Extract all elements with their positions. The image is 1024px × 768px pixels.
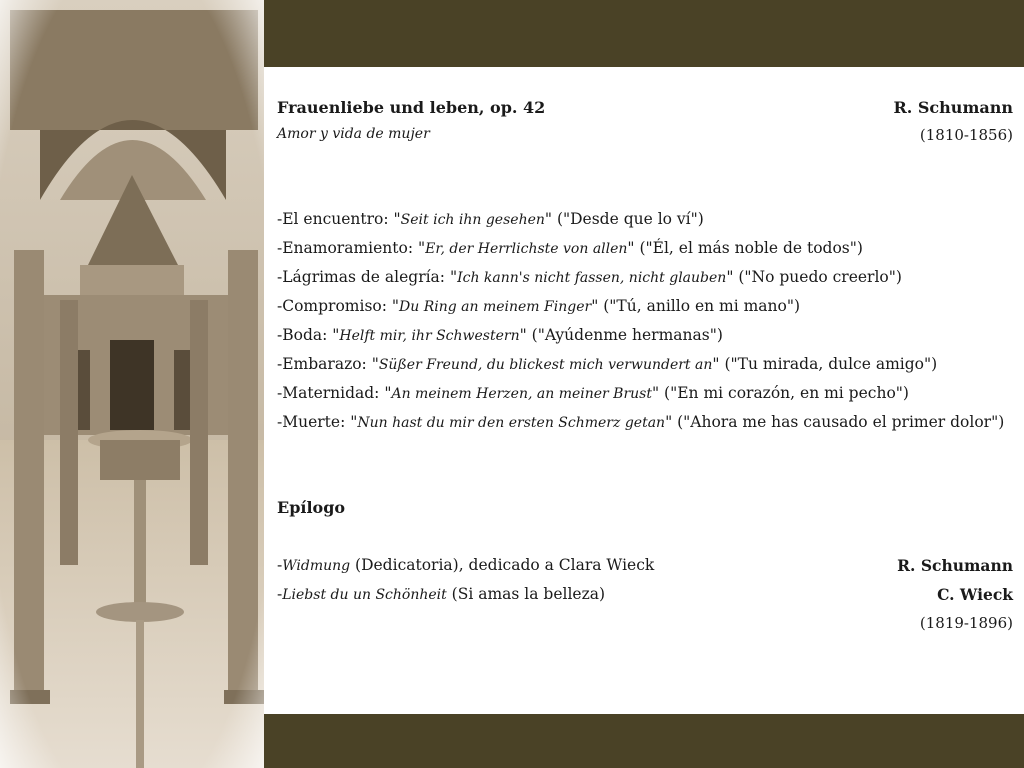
song-german-title: Ich kann's nicht fassen, nicht glauben	[457, 270, 727, 286]
epilogue-dates-row	[277, 614, 1013, 642]
epilogue-item-title: Liebst du un Schönheit	[282, 587, 447, 603]
top-band	[264, 0, 1024, 67]
epilogue-item-composer: R. Schumann	[897, 556, 1013, 575]
song-german-title: Du Ring an meinem Finger	[399, 299, 592, 315]
composer-name: R. Schumann	[893, 98, 1013, 117]
song-german-title: An meinem Herzen, an meiner Brust	[391, 386, 652, 402]
song-text: -Muerte: "Nun hast du mir den ersten Schmerz getan" ("Ahora me has causado el primer dolor")	[277, 413, 1005, 431]
song-text: -Lágrimas de alegría: "Ich kann's nicht fassen, nicht glauben" ("No puedo creerlo")	[277, 268, 902, 286]
song-text: -Compromiso: "Du Ring an meinem Finger" ("Tú, anillo en mi mano")	[277, 297, 801, 315]
work-subtitle-row	[277, 126, 1013, 154]
epilogue-item	[277, 585, 1013, 613]
song-german-title: Er, der Herrlichste von allen	[425, 241, 628, 257]
song-item	[277, 355, 1013, 383]
epilogue-composer-dates: (1819-1896)	[919, 614, 1013, 632]
epilogue-item-text: -Widmung (Dedicatoria), dedicado a Clara Wieck	[277, 556, 655, 574]
song-item	[277, 268, 1013, 296]
song-text: -El encuentro: "Seit ich ihn gesehen" ("Desde que lo ví")	[277, 210, 704, 228]
work-subtitle: Amor y vida de mujer	[277, 126, 430, 142]
song-text: -Embarazo: "Süßer Freund, du blickest mich verwundert an" ("Tu mirada, dulce amigo")	[277, 355, 938, 373]
song-text: -Maternidad: "An meinem Herzen, an meiner Brust" ("En mi corazón, en mi pecho")	[277, 384, 909, 402]
song-german-title: Helft mir, ihr Schwestern	[339, 328, 520, 344]
work-title: Frauenliebe und leben, op. 42	[277, 98, 546, 117]
epilogue-item-composer: C. Wieck	[937, 585, 1013, 604]
epilogue-heading: Epílogo	[277, 498, 346, 517]
alhambra-courtyard-photo	[0, 0, 264, 768]
song-german-title: Süßer Freund, du blickest mich verwundert an	[378, 357, 713, 373]
bottom-band	[264, 714, 1024, 768]
epilogue-heading-row	[277, 498, 1013, 526]
work-title-row	[277, 98, 1013, 126]
song-text: -Enamoramiento: "Er, der Herrlichste von allen" ("Él, el más noble de todos")	[277, 239, 863, 257]
epilogue-item	[277, 556, 1013, 584]
song-item	[277, 326, 1013, 354]
epilogue-item-title: Widmung	[282, 558, 351, 574]
song-text: -Boda: "Helft mir, ihr Schwestern" ("Ayúdenme hermanas")	[277, 326, 723, 344]
song-item	[277, 210, 1013, 238]
song-item	[277, 384, 1013, 412]
song-german-title: Nun hast du mir den ersten Schmerz getan	[357, 415, 666, 431]
song-german-title: Seit ich ihn gesehen	[400, 212, 545, 228]
composer-dates: (1810-1856)	[919, 126, 1013, 144]
song-item	[277, 239, 1013, 267]
epilogue-item-text: -Liebst du un Schönheit (Si amas la belleza)	[277, 585, 606, 603]
song-item	[277, 297, 1013, 325]
song-item	[277, 413, 1013, 441]
